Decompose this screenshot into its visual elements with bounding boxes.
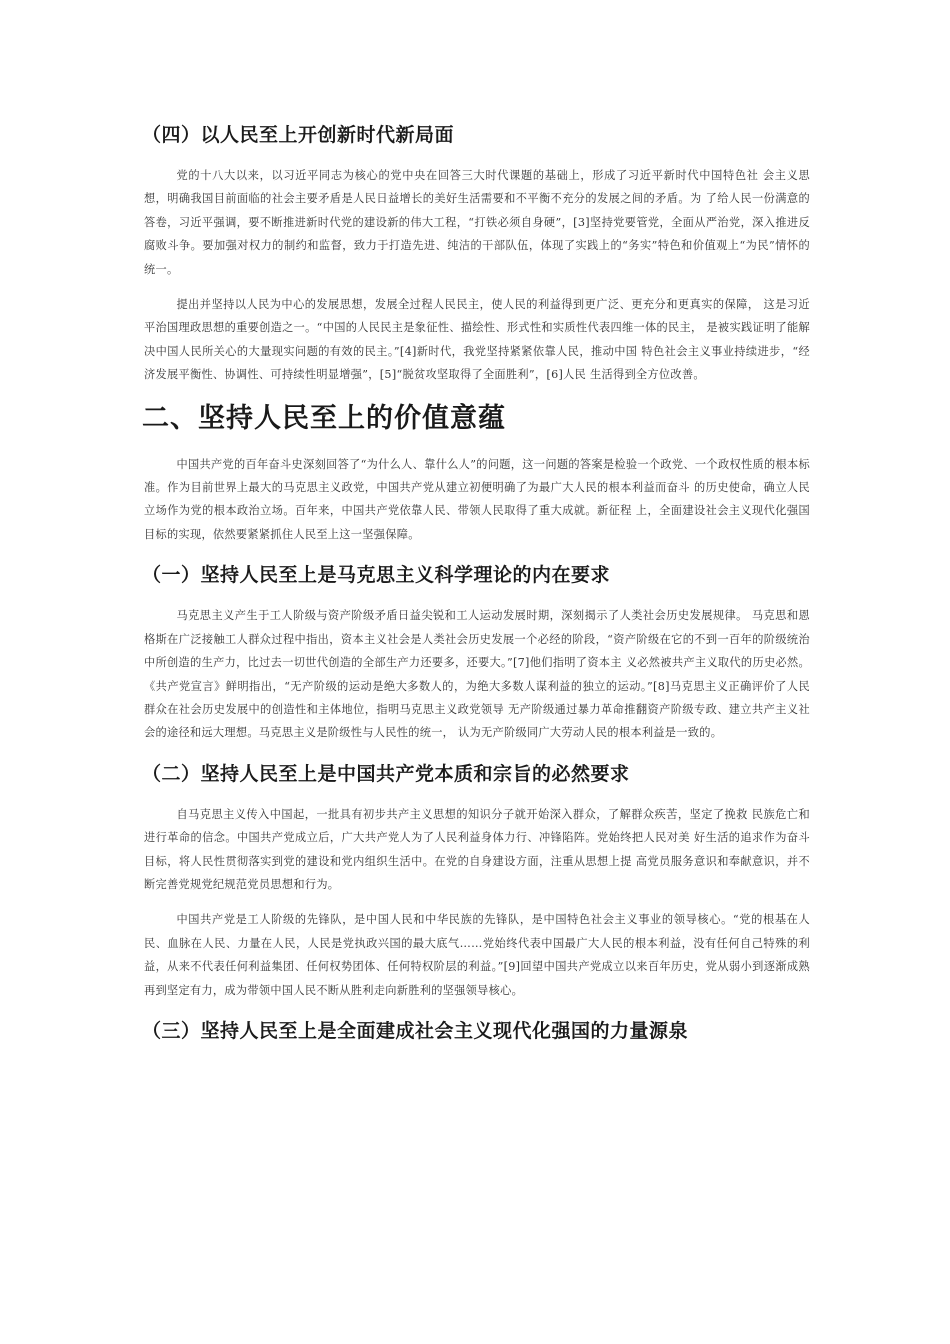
subheading-three: （三）坚持人民至上是全面建成社会主义现代化强国的力量源泉 [142, 1019, 689, 1042]
subheading-one: （一）坚持人民至上是马克思主义科学理论的内在要求 [142, 564, 611, 587]
subheading-four: （四）以人民至上开创新时代新局面 [142, 124, 455, 146]
document-body [144, 118, 810, 1060]
paragraph: 马克思主义产生于工人阶级与资产阶级矛盾日益尖锐和工人运动发展时期，深刻揭示了人类社会历史发展规律。 马克思和恩格斯在广泛接触工人群众过程中指出，资本主义社会是人类社会历史发展一个必经的阶段，“资产阶级在它的不到一百年的阶级统治中所创造的生产力，比过去一切世代创造的全部生产力还要多，还要大。”[7]他们指明了资本主 义必然被共产主义取代的历史必然。《共产党宣言》鲜明指出，“无产阶级的运动是绝大多数人的，为绝大多数人谋利益的独立的运动。”[8]马克思主义正确评价了人民群众在社会历史发展中的创造性和主体地位，指明马克思主义政党领导 无产阶级通过暴力革命推翻资产阶级专政、建立共产主义社会的途径和远大理想。马克思主义是阶级性与人民性的统一， 认为无产阶级同广大劳动人民的根本利益是一致的。 [144, 609, 810, 740]
section-heading-two: 二、坚持人民至上的价值意蕴 [142, 402, 506, 434]
paragraph: 党的十八大以来，以习近平同志为核心的党中央在回答三大时代课题的基础上，形成了习近平新时代中国特色社 会主义思想，明确我国目前面临的社会主要矛盾是人民日益增长的美好生活需要和不平衡不充分的发展之间的矛盾。为 了给人民一份满意的答卷，习近平强调，要不断推进新时代党的建设新的伟大工程，“打铁必须自身硬”，[3]坚持党要管党，全面从严治党，深入推进反腐败斗争。要加强对权力的制约和监督，致力于打造先进、纯洁的干部队伍，体现了实践上的“务实”特色和价值观上“为民”情怀的统一。 [144, 169, 810, 276]
paragraph: 中国共产党是工人阶级的先锋队，是中国人民和中华民族的先锋队，是中国特色社会主义事业的领导核心。“党的根基在人民、血脉在人民、力量在人民，人民是党执政兴国的最大底气……党始终代表中国最广大人民的根本利益，没有任何自己特殊的利益，从来不代表任何利益集团、任何权势团体、任何特权阶层的利益。”[9]回望中国共产党成立以来百年历史，党从弱小到逐渐成熟再到坚定有力，成为带领中国人民不断从胜利走向新胜利的坚强领导核心。 [144, 913, 810, 997]
paragraph: 提出并坚持以人民为中心的发展思想，发展全过程人民民主，使人民的利益得到更广泛、更充分和更真实的保障， 这是习近平治国理政思想的重要创造之一。“中国的人民民主是象征性、描绘性、形式性和实质性代表四维一体的民主， 是被实践证明了能解决中国人民所关心的大量现实问题的有效的民主。”[4]新时代，我党坚持紧紧依靠人民，推动中国 特色社会主义事业持续进步，“经济发展平衡性、协调性、可持续性明显增强”，[5]“脱贫攻坚取得了全面胜利”，[6]人民 生活得到全方位改善。 [144, 298, 810, 382]
paragraph: 自马克思主义传入中国起，一批具有初步共产主义思想的知识分子就开始深入群众，了解群众疾苦，坚定了挽救 民族危亡和进行革命的信念。中国共产党成立后，广大共产党人为了人民利益身体力行、冲锋陷阵。党始终把人民对美 好生活的追求作为奋斗目标，将人民性贯彻落实到党的建设和党内组织生活中。在党的自身建设方面，注重从思想上提 高党员服务意识和奉献意识，并不断完善党规党纪规范党员思想和行为。 [144, 807, 810, 891]
paragraph: 中国共产党的百年奋斗史深刻回答了“为什么人、靠什么人”的问题，这一问题的答案是检验一个政党、一个政权性质的根本标准。作为目前世界上最大的马克思主义政党，中国共产党从建立初便明确了为最广大人民的根本利益而奋斗 的历史使命，确立人民立场作为党的根本政治立场。百年来，中国共产党依靠人民、带领人民取得了重大成就。新征程 上，全面建设社会主义现代化强国目标的实现，依然要紧紧抓住人民至上这一坚强保障。 [144, 457, 810, 541]
subheading-two: （二）坚持人民至上是中国共产党本质和宗旨的必然要求 [142, 762, 630, 785]
